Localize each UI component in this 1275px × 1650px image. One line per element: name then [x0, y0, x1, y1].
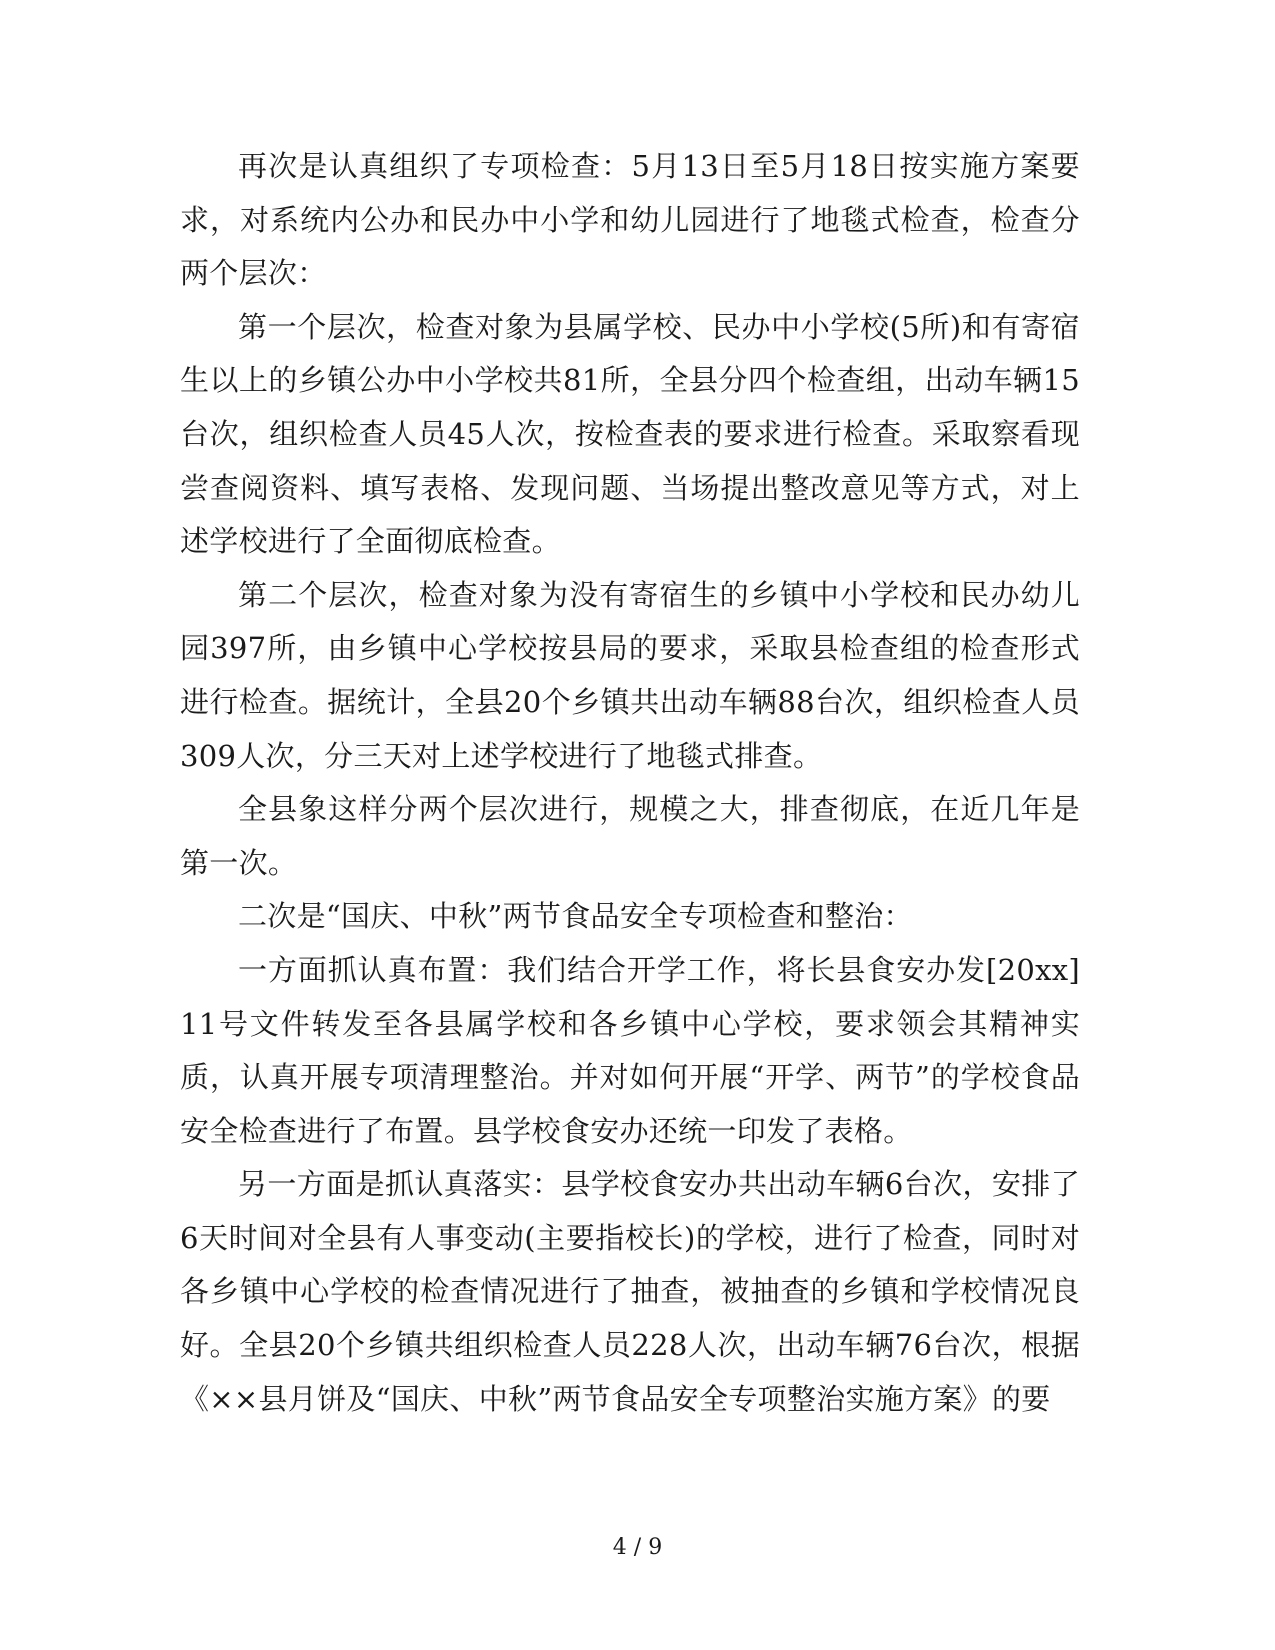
paragraph-first-level: 第一个层次，检查对象为县属学校、民办中小学校(5所)和有寄宿生以上的乡镇公办中小学校共81所，全县分四个检查组，出动车辆15台次，组织检查人员45人次，按检查表的要求进行检查。采取察看现尝查阅资料、填写表格、发现问题、当场提出整改意见等方式，对上述学校进行了全面彻底检查。 — [180, 309, 1080, 559]
document-body — [180, 140, 1080, 1426]
paragraph-arrangement: 一方面抓认真布置：我们结合开学工作，将长县食安办发[20xx]11号文件转发至各县属学校和各乡镇中心学校，要求领会其精神实质，认真开展专项清理整治。并对如何开展“开学、两节”的学校食品安全检查进行了布置。县学校食安办还统一印发了表格。 — [180, 952, 1080, 1148]
page-number: 4 / 9 — [612, 1535, 663, 1560]
paragraph-holiday-inspection: 二次是“国庆、中秋”两节食品安全专项检查和整治： — [238, 899, 913, 934]
paragraph-second-level: 第二个层次，检查对象为没有寄宿生的乡镇中小学校和民办幼儿园397所，由乡镇中心学校按县局的要求，采取县检查组的检查形式进行检查。据统计，全县20个乡镇共出动车辆88台次，组织检查人员309人次，分三天对上述学校进行了地毯式排查。 — [180, 577, 1080, 773]
paragraph-county-summary: 全县象这样分两个层次进行，规模之大，排查彻底，在近几年是第一次。 — [180, 792, 1080, 880]
paragraph-special-inspection: 再次是认真组织了专项检查：5月13日至5月18日按实施方案要求，对系统内公办和民办中小学和幼儿园进行了地毯式检查，检查分两个层次： — [180, 149, 1080, 291]
paragraph-implementation: 另一方面是抓认真落实：县学校食安办共出动车辆6台次，安排了6天时间对全县有人事变动(主要指校长)的学校，进行了检查，同时对各乡镇中心学校的检查情况进行了抽查，被抽查的乡镇和学校情况良好。全县20个乡镇共组织检查人员228人次，出动车辆76台次，根据《××县月饼及“国庆、中秋”两节食品安全专项整治实施方案》的要 — [180, 1167, 1080, 1416]
